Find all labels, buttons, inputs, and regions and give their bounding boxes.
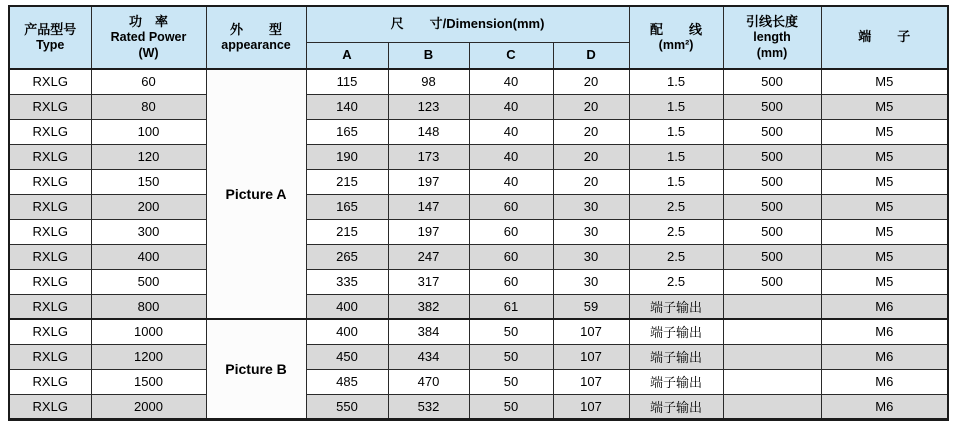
cell-type: RXLG bbox=[9, 194, 91, 219]
spec-table bbox=[8, 5, 949, 421]
cell-power: 500 bbox=[91, 269, 206, 294]
cell-dim-b: 197 bbox=[388, 219, 469, 244]
header-terminal-zh: 端 子 bbox=[858, 29, 911, 45]
cell-wiring: 端子输出 bbox=[629, 294, 723, 319]
header-cell-power bbox=[91, 6, 206, 69]
header-cell-type bbox=[9, 6, 91, 69]
cell-terminal: M5 bbox=[821, 269, 948, 294]
header-power-unit: (W) bbox=[138, 45, 159, 60]
cell-dim-d: 20 bbox=[553, 69, 629, 94]
cell-dim-c: 50 bbox=[469, 369, 553, 394]
cell-lead-length: 500 bbox=[723, 94, 821, 119]
cell-type: RXLG bbox=[9, 69, 91, 94]
cell-dim-b: 434 bbox=[388, 344, 469, 369]
header-lead-zh: 引线长度 bbox=[746, 13, 799, 29]
cell-dim-b: 247 bbox=[388, 244, 469, 269]
cell-power: 1500 bbox=[91, 369, 206, 394]
table-row bbox=[9, 169, 948, 194]
header-cell-dim-a: A bbox=[306, 42, 388, 69]
cell-dim-b: 147 bbox=[388, 194, 469, 219]
cell-dim-d: 20 bbox=[553, 94, 629, 119]
cell-dim-a: 450 bbox=[306, 344, 388, 369]
cell-terminal: M6 bbox=[821, 369, 948, 394]
cell-type: RXLG bbox=[9, 94, 91, 119]
cell-type: RXLG bbox=[9, 394, 91, 419]
cell-lead-length: 500 bbox=[723, 269, 821, 294]
header-cell-dim-c: C bbox=[469, 42, 553, 69]
header-cell-terminal bbox=[821, 6, 948, 69]
cell-dim-d: 107 bbox=[553, 344, 629, 369]
table-row bbox=[9, 144, 948, 169]
cell-lead-length: 500 bbox=[723, 69, 821, 94]
cell-dim-b: 173 bbox=[388, 144, 469, 169]
cell-lead-length bbox=[723, 369, 821, 394]
table-body bbox=[9, 69, 948, 419]
table-row bbox=[9, 94, 948, 119]
header-cell-dimension bbox=[306, 6, 629, 42]
cell-dim-c: 60 bbox=[469, 194, 553, 219]
cell-power: 1000 bbox=[91, 319, 206, 344]
cell-dim-b: 98 bbox=[388, 69, 469, 94]
cell-power: 60 bbox=[91, 69, 206, 94]
cell-dim-c: 40 bbox=[469, 119, 553, 144]
cell-terminal: M5 bbox=[821, 119, 948, 144]
cell-dim-d: 20 bbox=[553, 119, 629, 144]
cell-dim-c: 50 bbox=[469, 394, 553, 419]
appearance-cell-picture-a: Picture A bbox=[206, 69, 306, 319]
cell-dim-b: 384 bbox=[388, 319, 469, 344]
cell-dim-c: 40 bbox=[469, 144, 553, 169]
cell-power: 800 bbox=[91, 294, 206, 319]
header-row-1 bbox=[9, 6, 948, 42]
cell-lead-length bbox=[723, 294, 821, 319]
cell-dim-c: 40 bbox=[469, 94, 553, 119]
table-row bbox=[9, 369, 948, 394]
cell-dim-c: 60 bbox=[469, 244, 553, 269]
cell-dim-a: 485 bbox=[306, 369, 388, 394]
table-row bbox=[9, 319, 948, 344]
cell-lead-length: 500 bbox=[723, 194, 821, 219]
header-lead-unit: (mm) bbox=[756, 45, 788, 60]
cell-dim-a: 335 bbox=[306, 269, 388, 294]
cell-dim-a: 265 bbox=[306, 244, 388, 269]
cell-dim-d: 20 bbox=[553, 144, 629, 169]
cell-dim-d: 107 bbox=[553, 319, 629, 344]
cell-dim-a: 190 bbox=[306, 144, 388, 169]
cell-type: RXLG bbox=[9, 119, 91, 144]
cell-type: RXLG bbox=[9, 294, 91, 319]
cell-terminal: M5 bbox=[821, 219, 948, 244]
cell-power: 2000 bbox=[91, 394, 206, 419]
cell-wiring: 1.5 bbox=[629, 119, 723, 144]
cell-terminal: M5 bbox=[821, 69, 948, 94]
table-header bbox=[9, 6, 948, 69]
cell-terminal: M6 bbox=[821, 344, 948, 369]
cell-power: 120 bbox=[91, 144, 206, 169]
table-row bbox=[9, 269, 948, 294]
cell-dim-a: 140 bbox=[306, 94, 388, 119]
cell-lead-length bbox=[723, 394, 821, 419]
header-dimension-title: 尺 寸/Dimension(mm) bbox=[390, 16, 545, 32]
table-row bbox=[9, 294, 948, 319]
cell-lead-length: 500 bbox=[723, 219, 821, 244]
cell-wiring: 端子输出 bbox=[629, 344, 723, 369]
table-row bbox=[9, 119, 948, 144]
cell-dim-c: 60 bbox=[469, 219, 553, 244]
header-type-en: Type bbox=[36, 37, 65, 52]
cell-dim-a: 165 bbox=[306, 194, 388, 219]
cell-dim-b: 148 bbox=[388, 119, 469, 144]
cell-wiring: 2.5 bbox=[629, 219, 723, 244]
cell-dim-a: 400 bbox=[306, 319, 388, 344]
cell-lead-length: 500 bbox=[723, 119, 821, 144]
cell-type: RXLG bbox=[9, 219, 91, 244]
cell-dim-c: 40 bbox=[469, 169, 553, 194]
cell-wiring: 2.5 bbox=[629, 244, 723, 269]
cell-dim-a: 165 bbox=[306, 119, 388, 144]
cell-wiring: 2.5 bbox=[629, 194, 723, 219]
cell-type: RXLG bbox=[9, 344, 91, 369]
cell-dim-c: 60 bbox=[469, 269, 553, 294]
table-row bbox=[9, 344, 948, 369]
table-row bbox=[9, 219, 948, 244]
cell-wiring: 2.5 bbox=[629, 269, 723, 294]
cell-dim-c: 50 bbox=[469, 344, 553, 369]
cell-terminal: M5 bbox=[821, 244, 948, 269]
cell-wiring: 端子输出 bbox=[629, 394, 723, 419]
cell-type: RXLG bbox=[9, 269, 91, 294]
header-power-en: Rated Power bbox=[110, 30, 187, 44]
cell-dim-c: 50 bbox=[469, 319, 553, 344]
cell-dim-b: 317 bbox=[388, 269, 469, 294]
cell-dim-d: 107 bbox=[553, 394, 629, 419]
cell-power: 80 bbox=[91, 94, 206, 119]
cell-lead-length: 500 bbox=[723, 144, 821, 169]
header-power-zh: 功 率 bbox=[128, 13, 168, 29]
cell-type: RXLG bbox=[9, 144, 91, 169]
table-row bbox=[9, 394, 948, 419]
cell-terminal: M5 bbox=[821, 94, 948, 119]
cell-terminal: M5 bbox=[821, 169, 948, 194]
cell-dim-d: 107 bbox=[553, 369, 629, 394]
cell-dim-b: 470 bbox=[388, 369, 469, 394]
cell-power: 100 bbox=[91, 119, 206, 144]
cell-power: 300 bbox=[91, 219, 206, 244]
cell-lead-length: 500 bbox=[723, 169, 821, 194]
cell-lead-length: 500 bbox=[723, 244, 821, 269]
header-type-zh: 产品型号 bbox=[24, 21, 77, 37]
cell-type: RXLG bbox=[9, 369, 91, 394]
cell-dim-d: 30 bbox=[553, 194, 629, 219]
cell-dim-a: 550 bbox=[306, 394, 388, 419]
cell-dim-d: 59 bbox=[553, 294, 629, 319]
cell-terminal: M6 bbox=[821, 319, 948, 344]
cell-dim-d: 30 bbox=[553, 269, 629, 294]
table-row bbox=[9, 194, 948, 219]
header-appearance-zh: 外 型 bbox=[229, 21, 282, 37]
header-cell-dim-b: B bbox=[388, 42, 469, 69]
cell-dim-b: 197 bbox=[388, 169, 469, 194]
cell-power: 200 bbox=[91, 194, 206, 219]
cell-wiring: 1.5 bbox=[629, 94, 723, 119]
cell-dim-d: 30 bbox=[553, 219, 629, 244]
cell-dim-d: 20 bbox=[553, 169, 629, 194]
cell-type: RXLG bbox=[9, 319, 91, 344]
appearance-cell-picture-b: Picture B bbox=[206, 319, 306, 419]
header-lead-en: length bbox=[753, 30, 791, 44]
header-appearance-en: appearance bbox=[221, 37, 291, 52]
cell-wiring: 1.5 bbox=[629, 69, 723, 94]
cell-lead-length bbox=[723, 319, 821, 344]
cell-dim-c: 40 bbox=[469, 69, 553, 94]
cell-wiring: 端子输出 bbox=[629, 369, 723, 394]
table-row bbox=[9, 69, 948, 94]
cell-terminal: M6 bbox=[821, 394, 948, 419]
header-cell-appearance bbox=[206, 6, 306, 69]
header-cell-lead-length bbox=[723, 6, 821, 69]
cell-wiring: 端子输出 bbox=[629, 319, 723, 344]
table-row bbox=[9, 244, 948, 269]
cell-dim-b: 532 bbox=[388, 394, 469, 419]
cell-type: RXLG bbox=[9, 244, 91, 269]
cell-dim-a: 115 bbox=[306, 69, 388, 94]
cell-power: 400 bbox=[91, 244, 206, 269]
header-cell-dim-d: D bbox=[553, 42, 629, 69]
cell-power: 150 bbox=[91, 169, 206, 194]
cell-dim-b: 382 bbox=[388, 294, 469, 319]
cell-dim-d: 30 bbox=[553, 244, 629, 269]
cell-terminal: M5 bbox=[821, 194, 948, 219]
header-cell-wiring bbox=[629, 6, 723, 69]
cell-dim-a: 215 bbox=[306, 169, 388, 194]
cell-lead-length bbox=[723, 344, 821, 369]
cell-dim-b: 123 bbox=[388, 94, 469, 119]
cell-power: 1200 bbox=[91, 344, 206, 369]
header-wiring-unit: (mm²) bbox=[658, 37, 694, 52]
cell-wiring: 1.5 bbox=[629, 144, 723, 169]
header-wiring-zh: 配 线 bbox=[650, 21, 703, 37]
cell-wiring: 1.5 bbox=[629, 169, 723, 194]
cell-terminal: M6 bbox=[821, 294, 948, 319]
cell-dim-a: 400 bbox=[306, 294, 388, 319]
cell-dim-c: 61 bbox=[469, 294, 553, 319]
cell-type: RXLG bbox=[9, 169, 91, 194]
cell-dim-a: 215 bbox=[306, 219, 388, 244]
cell-terminal: M5 bbox=[821, 144, 948, 169]
